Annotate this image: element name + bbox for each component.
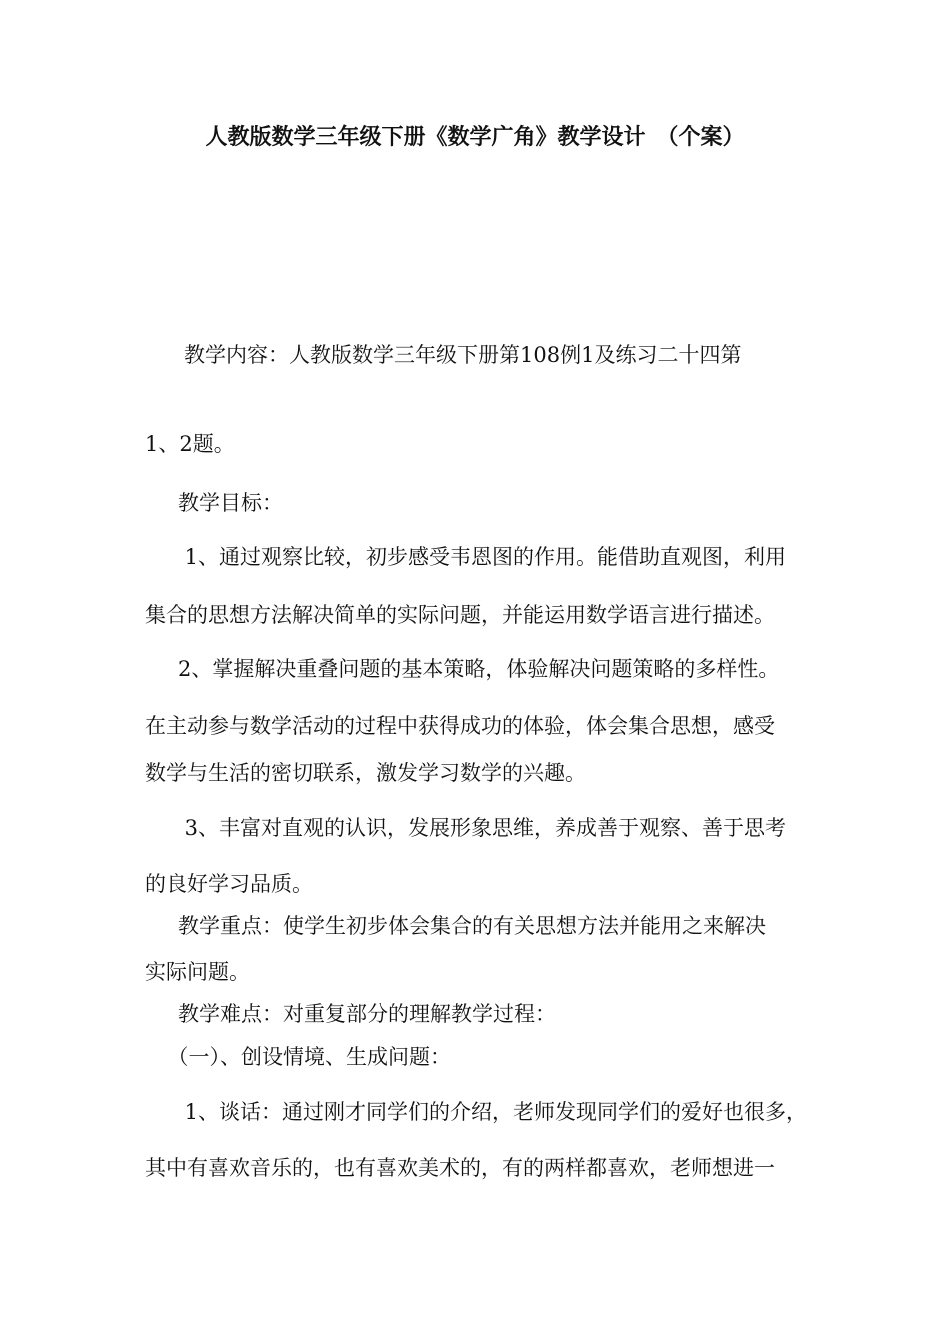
paragraph-line: 其中有喜欢音乐的，也有喜欢美术的，有的两样都喜欢，老师想进一 bbox=[145, 1156, 775, 1180]
paragraph-line: 教学重点：使学生初步体会集合的有关思想方法并能用之来解决 bbox=[157, 914, 766, 938]
paragraph-line: 教学难点：对重复部分的理解教学过程： bbox=[157, 1002, 556, 1026]
paragraph-line: 数学与生活的密切联系，激发学习数学的兴趣。 bbox=[145, 761, 586, 785]
paragraph-line: 1、谈话：通过刚才同学们的介绍，老师发现同学们的爱好也很多， bbox=[157, 1100, 808, 1124]
paragraph-line: 3、丰富对直观的认识，发展形象思维，养成善于观察、善于思考 bbox=[157, 816, 787, 840]
paragraph-line: 教学目标： bbox=[157, 491, 283, 515]
paragraph-line: 集合的思想方法解决简单的实际问题，并能运用数学语言进行描述。 bbox=[145, 603, 775, 627]
paragraph-line: （一）、创设情境、生成问题： bbox=[157, 1045, 451, 1069]
paragraph-line: 2、掌握解决重叠问题的基本策略，体验解决问题策略的多样性。 bbox=[157, 657, 780, 681]
paragraph-line: 的良好学习品质。 bbox=[145, 872, 313, 896]
document-title: 人教版数学三年级下册《数学广角》教学设计 （个案） bbox=[205, 124, 745, 150]
paragraph-line: 1、2题。 bbox=[145, 432, 235, 456]
paragraph-line: 1、通过观察比较，初步感受韦恩图的作用。能借助直观图，利用 bbox=[157, 545, 787, 569]
paragraph-line: 教学内容：人教版数学三年级下册第108例1及练习二十四第 bbox=[163, 343, 742, 367]
paragraph-line: 在主动参与数学活动的过程中获得成功的体验，体会集合思想，感受 bbox=[145, 714, 775, 738]
paragraph-line: 实际问题。 bbox=[145, 960, 250, 984]
